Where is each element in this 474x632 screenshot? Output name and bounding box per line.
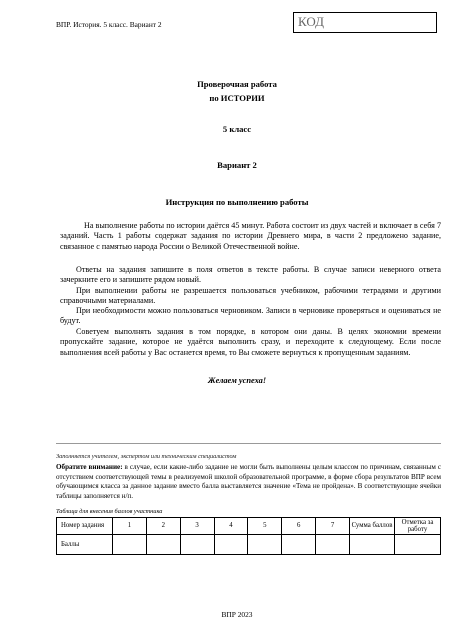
- table-title: Таблица для внесения баллов участника: [56, 508, 163, 515]
- notice-block: [56, 463, 441, 501]
- score-cell-sum[interactable]: [350, 535, 395, 555]
- notice-lead: Обратите внимание:: [56, 463, 123, 471]
- task-number-1: 1: [113, 518, 147, 535]
- score-cell-1[interactable]: [113, 535, 147, 555]
- sum-header: Сумма баллов: [350, 518, 395, 535]
- kod-box[interactable]: КОД: [293, 12, 437, 33]
- paragraph-1: На выполнение работы по истории даётся 45 минут. Работа состоит из двух частей и включает в себя 7 заданий. Часть 1 работы содержат задания по истории Древнего мира, в части 2 предложено задание, связанное с памятью народа России о Великой Отечественной войне.: [60, 221, 441, 251]
- task-number-4: 4: [214, 518, 248, 535]
- score-cell-mark[interactable]: [395, 535, 441, 555]
- teacher-note: Заполняется учителем, экспертом или техническим специалистом: [56, 453, 237, 460]
- score-row-label: Баллы: [57, 535, 113, 555]
- table-score-row: [57, 535, 441, 555]
- footer-text: ВПР 2023: [221, 610, 253, 619]
- task-number-7: 7: [316, 518, 350, 535]
- title-line1: Проверочная работа: [197, 79, 277, 89]
- table-header-row: [57, 518, 441, 535]
- variant-title: Вариант 2: [217, 160, 257, 170]
- instruction-title: Инструкция по выполнению работы: [165, 197, 309, 207]
- score-cell-2[interactable]: [146, 535, 180, 555]
- score-cell-5[interactable]: [248, 535, 282, 555]
- grade-title: 5 класс: [222, 124, 252, 134]
- paragraph-3: При выполнении работы не разрешается пользоваться учебником, рабочими тетрадями и другими справочными материалами.: [60, 286, 441, 306]
- task-number-6: 6: [282, 518, 316, 535]
- scores-table: [56, 517, 441, 555]
- paragraph-4: При необходимости можно пользоваться черновиком. Записи в черновике проверяться и оцениваться не будут.: [60, 306, 441, 326]
- score-cell-6[interactable]: [282, 535, 316, 555]
- task-number-header: Номер задания: [57, 518, 113, 535]
- mark-header: Отметка за работу: [395, 518, 441, 535]
- score-cell-7[interactable]: [316, 535, 350, 555]
- paragraph-2: Ответы на задания запишите в поля ответов в тексте работы. В случае записи неверного ответа зачеркните его и запишите рядом новый.: [60, 265, 441, 285]
- title-line2: по ИСТОРИИ: [209, 93, 265, 103]
- separator-line: [56, 443, 441, 444]
- score-cell-3[interactable]: [180, 535, 214, 555]
- notice-text: в случае, если какие-либо задание не могли быть выполнены целым классом по причинам, связанным с отсутствием соответствующей темы в реализуемой школой образовательной программе, в форме сбора результатов ВПР всем обучающимся класса за данное задание вместо балла выставляется значение «Тема не пройдена». В соответствующие ячейки таблицы заполняется н/п.: [56, 463, 442, 500]
- task-number-5: 5: [248, 518, 282, 535]
- task-number-3: 3: [180, 518, 214, 535]
- wish-text: Желаем успеха!: [207, 376, 267, 385]
- task-number-2: 2: [146, 518, 180, 535]
- score-cell-4[interactable]: [214, 535, 248, 555]
- header-left: ВПР. История. 5 класс. Вариант 2: [56, 20, 162, 29]
- paragraph-5: Советуем выполнять задания в том порядке, в котором они даны. В целях экономии времени пропускайте задание, которое не удаётся выполнить сразу, и переходите к следующему. Если после выполнения всей работы у Вас останется время, то Вы сможете вернуться к пропущенным заданиям.: [60, 327, 441, 357]
